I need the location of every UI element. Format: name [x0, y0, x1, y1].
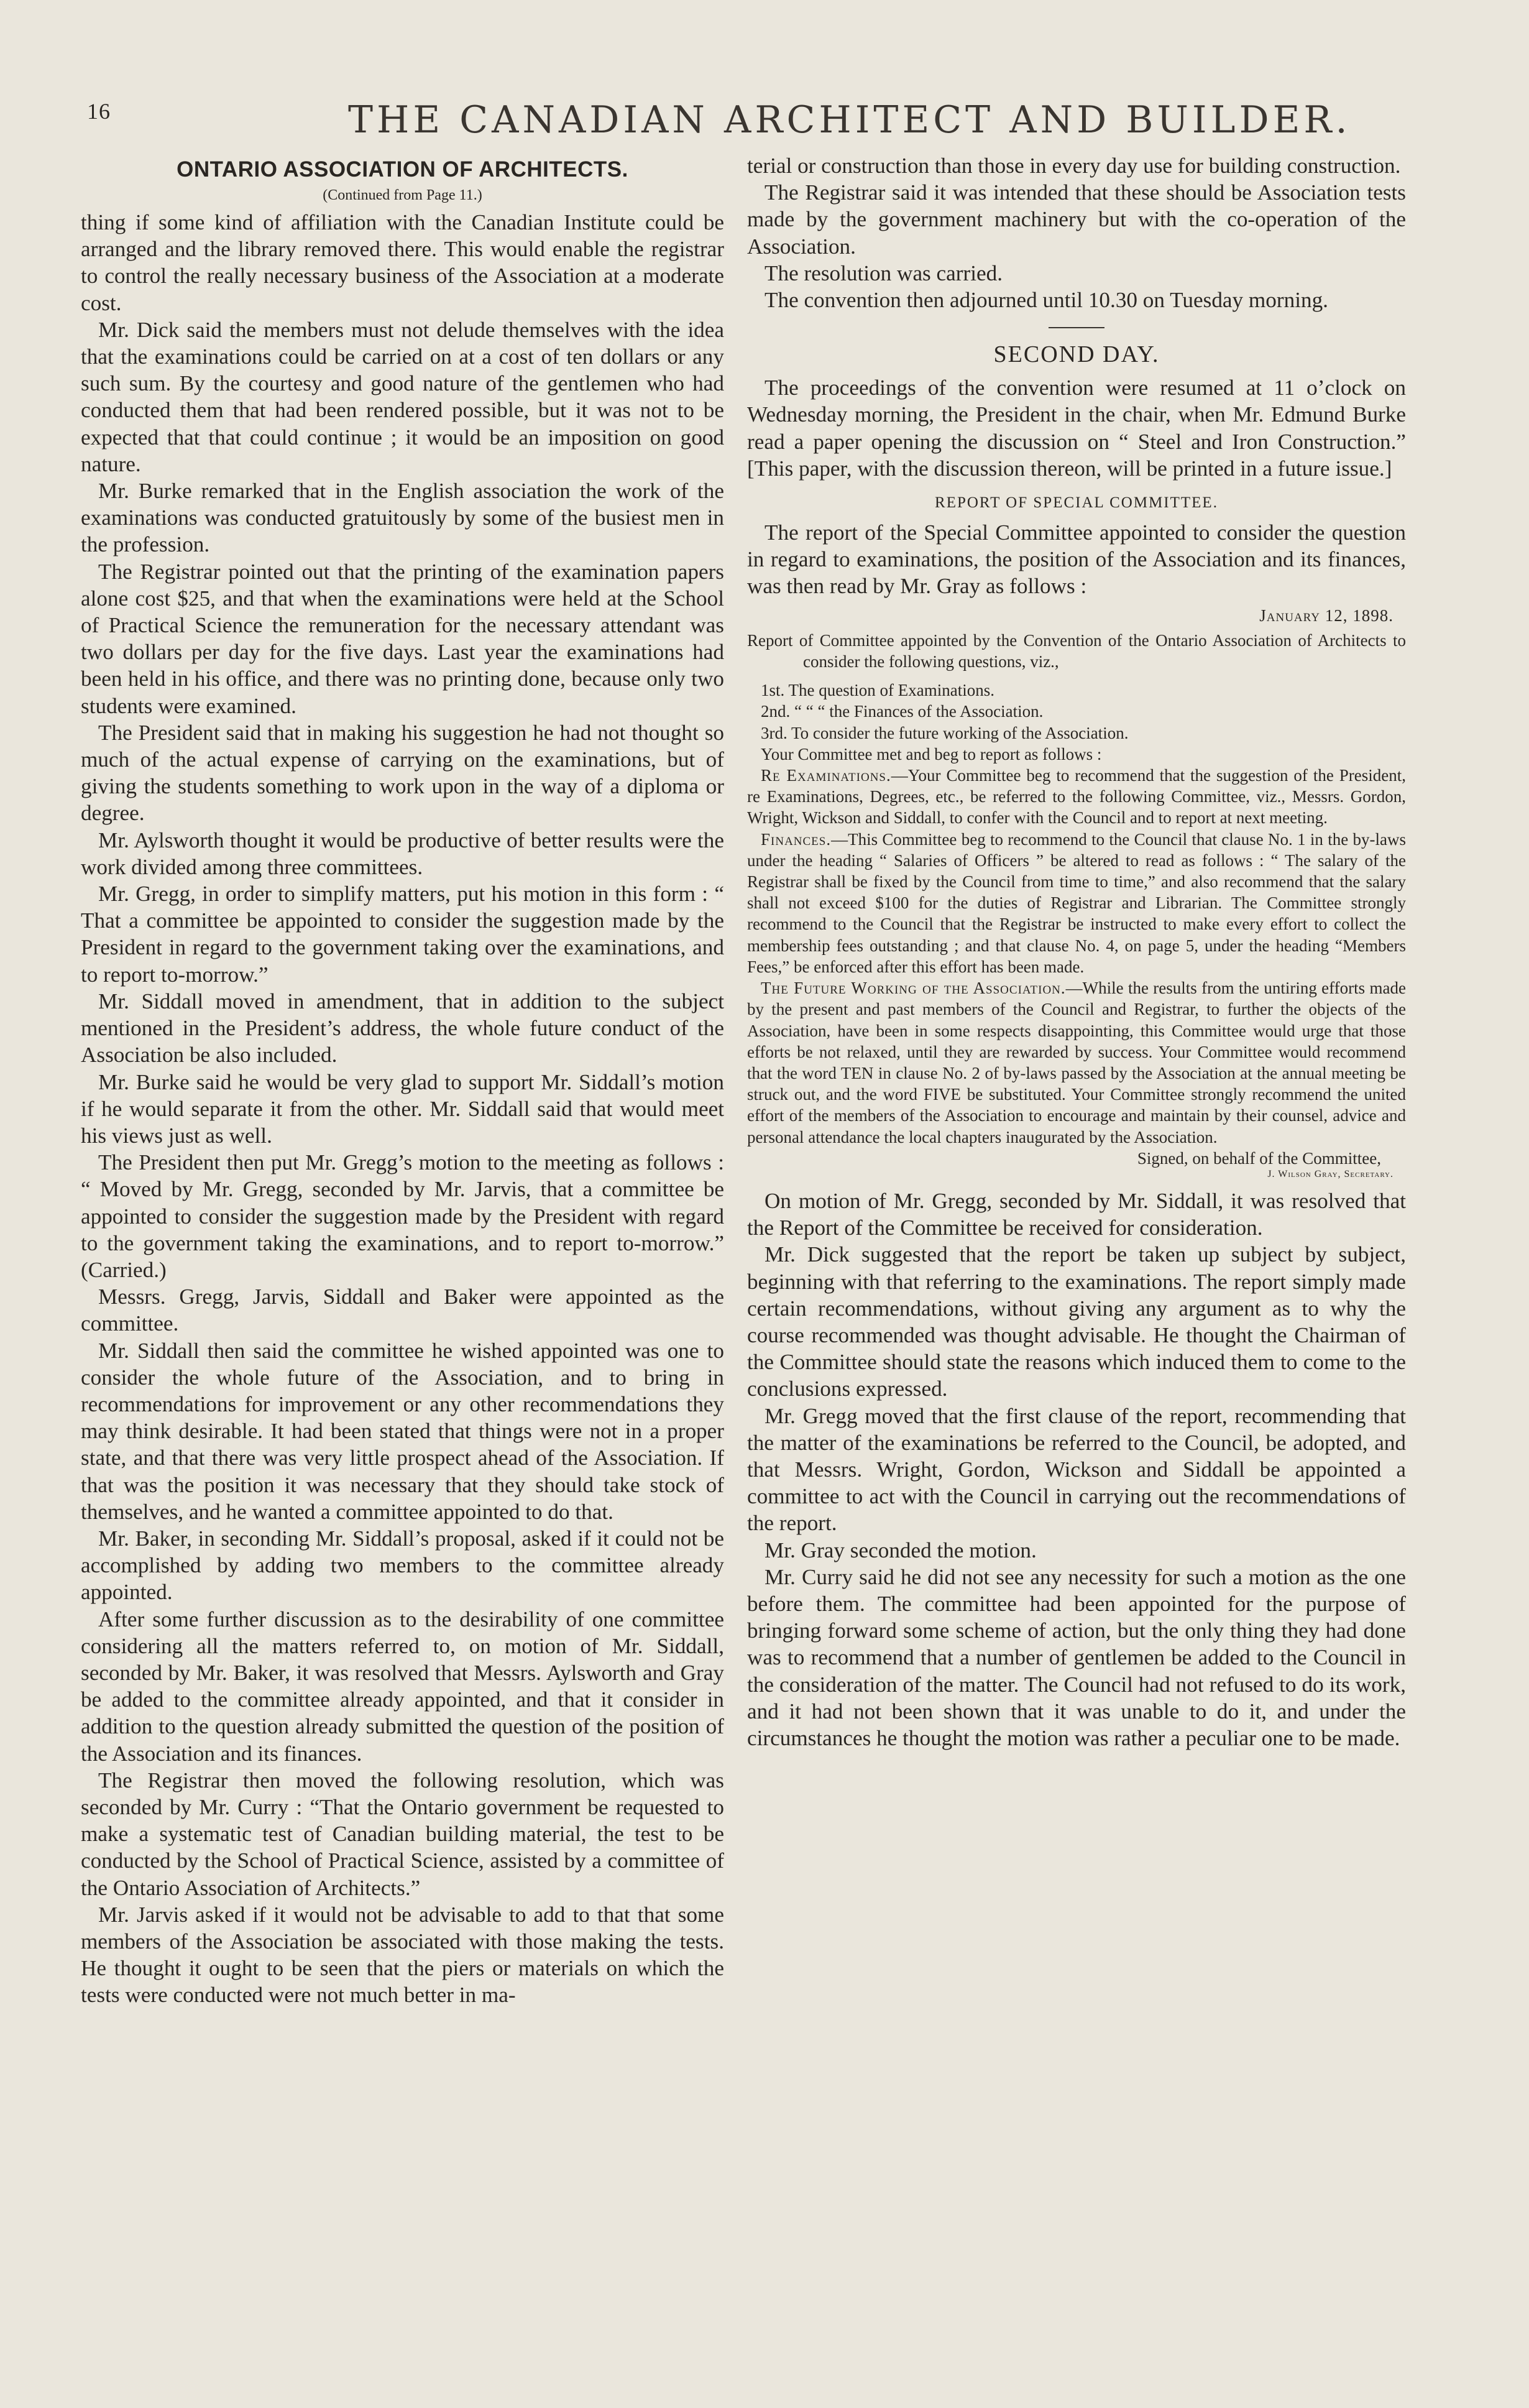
- paragraph: Mr. Curry said he did not see any necessity for such a motion as the one before them. The committee had been appointed for the purpose of bringing forward some scheme of action, but the only thing they had done was to recommend that a number of gentlemen be added to the Council in the consideration of the matter. The Council had not refused to do its work, and it had not been shown that it was unable to do it, and under the circumstances he thought the motion was rather a peculiar one to be made.: [747, 1564, 1406, 1750]
- report-line: 3rd. To consider the future working of the Association.: [761, 723, 1129, 742]
- paragraph: The resolution was carried.: [764, 261, 1003, 285]
- paragraph: Mr. Gray seconded the motion.: [764, 1538, 1037, 1562]
- paragraph: The report of the Special Committee appointed to consider the question in regard to examinations, the position of the Association and its finances, was then read by Mr. Gray as follows :: [747, 520, 1406, 599]
- page-number: 16: [87, 99, 111, 124]
- report-section: [747, 977, 1406, 1148]
- paragraph: Mr. Gregg, in order to simplify matters, put his motion in this form : “ That a committee be appointed to consider the suggestion made by the President in regard to the government taking over the examinations, and to report to-morrow.”: [81, 882, 724, 987]
- paragraph: thing if some kind of affiliation with the Canadian Institute could be arranged and the library removed there. This would enable the registrar to control the really necessary business of the Association at a moderate cost.: [81, 210, 724, 315]
- signature-name: J. Wilson Gray, Secretary.: [1267, 1168, 1394, 1179]
- report-line: 2nd. “ “ “ the Finances of the Association.: [761, 702, 1044, 721]
- paragraph: Mr. Jarvis asked if it would not be advisable to add to that that some members of the Association be associated with those making the tests. He thought it ought to be seen that the piers or materials on which the tests were conducted were not much better in ma-: [81, 1902, 724, 2008]
- paragraph: Mr. Aylsworth thought it would be productive of better results were the work divided among three committees.: [81, 828, 724, 879]
- signature-line: Signed, on behalf of the Committee,: [1137, 1148, 1381, 1168]
- paragraph: The proceedings of the convention were resumed at 11 o’clock on Wednesday morning, the President in the chair, when Mr. Edmund Burke read a paper opening the discussion on “ Steel and Iron Construction.” [This paper, with the discussion thereon, will be printed in a future issue.]: [747, 376, 1406, 481]
- paragraph: The President said that in making his suggestion he had not thought so much of the actual expense of carrying on the examinations, but of giving the students something to work upon in the way of a diploma or degree.: [81, 720, 724, 826]
- paragraph: On motion of Mr. Gregg, seconded by Mr. Siddall, it was resolved that the Report of the Committee be received for consideration.: [747, 1188, 1406, 1240]
- report-section: [747, 829, 1406, 977]
- paragraph: The Registrar pointed out that the printing of the examination papers alone cost $25, and that when the examinations were held at the School of Practical Science the remuneration for the necessary attendant was two dollars per day for the five days. Last year the examinations had been held in his office, and there was no printing done, because only two students were examined.: [81, 559, 724, 718]
- report-section-label: The Future Working of the Association.: [761, 979, 1066, 998]
- paragraph: The President then put Mr. Gregg’s motion to the meeting as follows : “ Moved by Mr. Gregg, seconded by Mr. Jarvis, that a committee be appointed to consider the suggestion made by the President with regard to the government taking the examinations, and to report to-morrow.” (Carried.): [81, 1150, 724, 1282]
- paragraph: The Registrar then moved the following resolution, which was seconded by Mr. Curry : “That the Ontario government be requested to make a systematic test of Canadian building material, the test to be conducted by the School of Practical Science, assisted by a committee of the Ontario Association of Architects.”: [81, 1768, 724, 1900]
- paragraph: Mr. Dick said the members must not delude themselves with the idea that the examinations could be carried on at a cost of ten dollars or any such sum. By the courtesy and good nature of the gentlemen who had conducted them that had been rendered possible, but it was not to be expected that that could continue ; it would be an imposition on good nature.: [81, 317, 724, 476]
- continued-note: (Continued from Page 11.): [323, 187, 482, 203]
- paragraph: Mr. Burke remarked that in the English association the work of the examinations was conducted gratuitously by some of the busiest men in the profession.: [81, 479, 724, 557]
- report-date: January 12, 1898.: [1259, 606, 1394, 625]
- report-section-text: —This Committee beg to recommend to the Council that clause No. 1 in the by-laws under the heading “ Salaries of Officers ” be altered to read as follows : “ The salary of the Registrar shall be fixed by the Council from time to time,” and also recommend that the salary shall not exceed $100 for the duties of Registrar and Librarian. The Committee strongly recommend to the Council that the Registrar be instructed to make every effort to collect the membership fees outstanding ; and that clause No. 4, on page 5, under the heading “Members Fees,” be enforced after this effort has been made.: [747, 829, 1406, 976]
- report-section-label: Re Examinations.: [761, 766, 891, 785]
- section-divider: [1049, 327, 1104, 328]
- report-line: Your Committee met and beg to report as follows :: [761, 744, 1102, 763]
- report-section-label: Finances.: [761, 829, 832, 849]
- report-block: [747, 605, 1406, 1180]
- report-line: 1st. The question of Examinations.: [761, 681, 994, 700]
- article-title: ONTARIO ASSOCIATION OF ARCHITECTS.: [177, 157, 628, 182]
- report-section-text: —While the results from the untiring efforts made by the present and past members of the Council and Registrar, to further the objects of the Association, have been in some respects disappointing, this Committee would urge that those efforts be not relaxed, until they are rewarded by success. Your Committee would recommend that the word TEN in clause No. 2 of by-laws passed by the Association at the annual meeting be struck out, and the word FIVE be substituted. Your Committee strongly recommend the united effort of the members of the Association to encourage and maintain by their counsel, advice and personal attendance the local chapters inaugurated by the Association.: [747, 979, 1406, 1146]
- paragraph: After some further discussion as to the desirability of one committee considering all the matters referred to, on motion of Mr. Siddall, seconded by Mr. Baker, it was resolved that Messrs. Aylsworth and Gray be added to the committee already appointed, and that it consider in addition to the question already submitted the question of the position of the Association and its finances.: [81, 1607, 724, 1766]
- paragraph: Mr. Burke said he would be very glad to support Mr. Siddall’s motion if he would separate it from the other. Mr. Siddall said that would meet his views just as well.: [81, 1069, 724, 1148]
- right-column: [747, 152, 1406, 1751]
- section-heading: SECOND DAY.: [993, 341, 1160, 368]
- paragraph: Mr. Siddall moved in amendment, that in addition to the subject mentioned in the President’s address, the whole future conduct of the Association be also included.: [81, 989, 724, 1068]
- paragraph: The Registrar said it was intended that these should be Association tests made by the government machinery but with the co-operation of the Association.: [747, 180, 1406, 259]
- paragraph: Mr. Siddall then said the committee he wished appointed was one to consider the whole future of the Association, and to bring in recommendations for improvement or any other recommendations they may think desirable. It had been stated that things were not in a proper state, and that there was very little prospect ahead of the Association. If that was the position it was necessary that they should take stock of themselves, and he wanted a committee appointed to do that.: [81, 1338, 724, 1524]
- paragraph: The convention then adjourned until 10.30 on Tuesday morning.: [764, 288, 1328, 313]
- report-line: Report of Committee appointed by the Convention of the Ontario Association of Architects to consider the following questions, viz.,: [747, 630, 1406, 671]
- paragraph: terial or construction than those in every day use for building construction.: [747, 154, 1401, 178]
- left-column: [81, 152, 724, 2009]
- subsection-heading: REPORT OF SPECIAL COMMITTEE.: [935, 494, 1218, 512]
- paragraph: Mr. Dick suggested that the report be taken up subject by subject, beginning with that referring to the examinations. The report simply made certain recommendations, without giving any argument as to why the course recommended was thought advisable. He thought the Chairman of the Committee should state the reasons which induced them to come to the conclusions expressed.: [747, 1242, 1406, 1401]
- paragraph: Mr. Baker, in seconding Mr. Siddall’s proposal, asked if it could not be accomplished by adding two members to the committee already appointed.: [81, 1526, 724, 1605]
- report-section-text: —Your Committee beg to recommend that the suggestion of the President, re Examinations, Degrees, etc., be referred to the following Committee, viz., Messrs. Gordon, Wright, Wickson and Siddall, to confer with the Council and to report at next meeting.: [747, 766, 1406, 828]
- report-section: [747, 765, 1406, 829]
- masthead-title: THE CANADIAN ARCHITECT AND BUILDER.: [348, 98, 1351, 142]
- paragraph: Mr. Gregg moved that the first clause of the report, recommending that the matter of the examinations be referred to the Council, be adopted, and that Messrs. Wright, Gordon, Wickson and Siddall be appointed a committee to act with the Council in carrying out the recommendations of the report.: [747, 1403, 1406, 1536]
- paragraph: Messrs. Gregg, Jarvis, Siddall and Baker were appointed as the committee.: [81, 1285, 724, 1336]
